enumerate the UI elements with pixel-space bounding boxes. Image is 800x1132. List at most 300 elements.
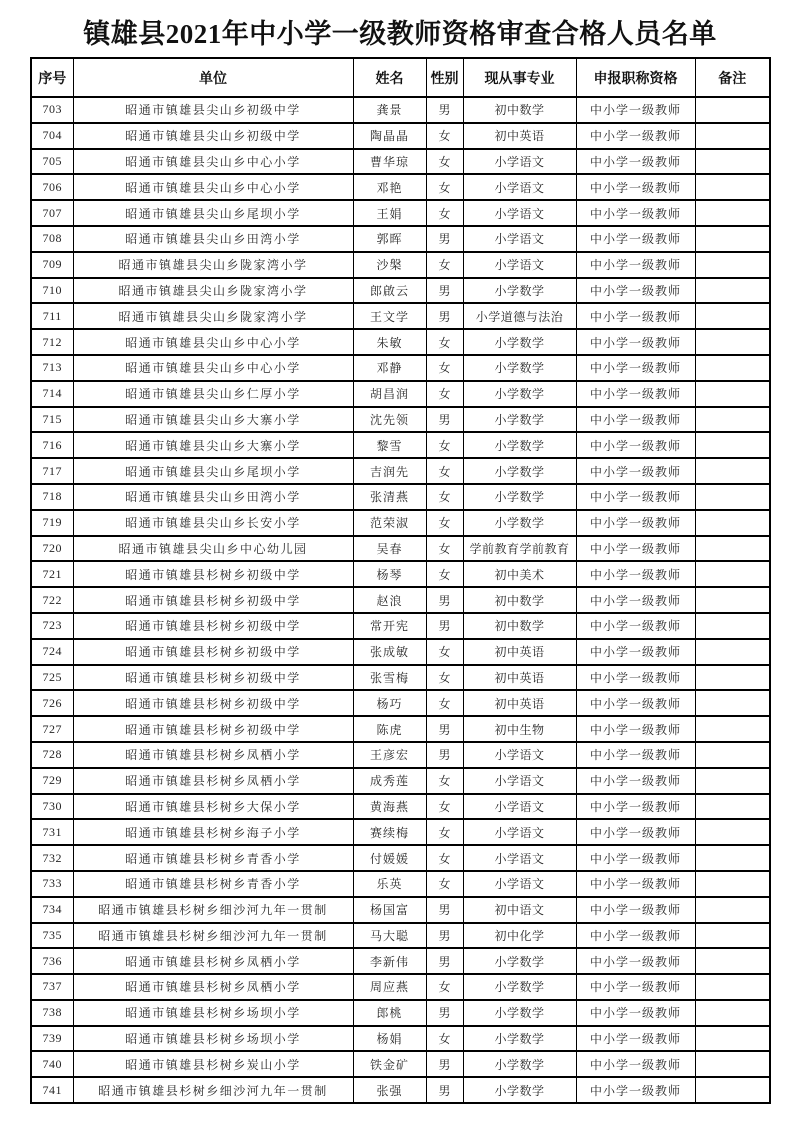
cell-unit: 昭通市镇雄县杉树乡细沙河九年一贯制: [73, 923, 353, 949]
cell-note: [695, 1051, 770, 1077]
cell-seq: 726: [31, 690, 73, 716]
cell-title: 中小学一级教师: [576, 226, 695, 252]
cell-gender: 男: [426, 407, 463, 433]
cell-title: 中小学一级教师: [576, 613, 695, 639]
cell-unit: 昭通市镇雄县尖山乡大寨小学: [73, 407, 353, 433]
table-row: [31, 613, 770, 639]
cell-name: 王娟: [353, 200, 426, 226]
cell-note: [695, 278, 770, 304]
cell-note: [695, 432, 770, 458]
cell-name: 李新伟: [353, 948, 426, 974]
cell-seq: 734: [31, 897, 73, 923]
cell-seq: 740: [31, 1051, 73, 1077]
cell-unit: 昭通市镇雄县杉树乡细沙河九年一贯制: [73, 1077, 353, 1103]
cell-note: [695, 690, 770, 716]
cell-seq: 723: [31, 613, 73, 639]
cell-gender: 女: [426, 974, 463, 1000]
table-row: [31, 897, 770, 923]
cell-unit: 昭通市镇雄县尖山乡初级中学: [73, 97, 353, 123]
table-row: [31, 1051, 770, 1077]
cell-note: [695, 1000, 770, 1026]
table-row: [31, 819, 770, 845]
cell-seq: 711: [31, 303, 73, 329]
cell-unit: 昭通市镇雄县尖山乡初级中学: [73, 123, 353, 149]
cell-name: 杨娟: [353, 1026, 426, 1052]
cell-gender: 女: [426, 484, 463, 510]
cell-major: 小学数学: [463, 948, 576, 974]
cell-name: 陶晶晶: [353, 123, 426, 149]
table-row: [31, 690, 770, 716]
table-row: [31, 510, 770, 536]
cell-title: 中小学一级教师: [576, 690, 695, 716]
cell-note: [695, 510, 770, 536]
cell-seq: 707: [31, 200, 73, 226]
cell-title: 中小学一级教师: [576, 716, 695, 742]
cell-unit: 昭通市镇雄县尖山乡仁厚小学: [73, 381, 353, 407]
cell-major: 小学数学: [463, 355, 576, 381]
cell-unit: 昭通市镇雄县杉树乡细沙河九年一贯制: [73, 897, 353, 923]
table-row: [31, 742, 770, 768]
cell-unit: 昭通市镇雄县杉树乡凤栖小学: [73, 974, 353, 1000]
cell-name: 范荣淑: [353, 510, 426, 536]
table-row: [31, 149, 770, 175]
cell-major: 初中英语: [463, 690, 576, 716]
cell-seq: 716: [31, 432, 73, 458]
cell-name: 乐英: [353, 871, 426, 897]
cell-gender: 女: [426, 355, 463, 381]
cell-gender: 男: [426, 303, 463, 329]
cell-note: [695, 381, 770, 407]
cell-unit: 昭通市镇雄县尖山乡中心小学: [73, 149, 353, 175]
cell-name: 黄海燕: [353, 794, 426, 820]
cell-gender: 女: [426, 845, 463, 871]
cell-seq: 720: [31, 536, 73, 562]
cell-major: 小学数学: [463, 1026, 576, 1052]
cell-title: 中小学一级教师: [576, 200, 695, 226]
cell-seq: 708: [31, 226, 73, 252]
cell-gender: 女: [426, 329, 463, 355]
cell-major: 小学数学: [463, 329, 576, 355]
cell-note: [695, 355, 770, 381]
cell-major: 初中化学: [463, 923, 576, 949]
cell-title: 中小学一级教师: [576, 768, 695, 794]
cell-unit: 昭通市镇雄县杉树乡青香小学: [73, 845, 353, 871]
cell-unit: 昭通市镇雄县尖山乡田湾小学: [73, 484, 353, 510]
cell-note: [695, 561, 770, 587]
table-row: [31, 536, 770, 562]
cell-seq: 724: [31, 639, 73, 665]
cell-gender: 女: [426, 690, 463, 716]
cell-unit: 昭通市镇雄县尖山乡陇家湾小学: [73, 252, 353, 278]
cell-title: 中小学一级教师: [576, 1077, 695, 1103]
table-row: [31, 639, 770, 665]
cell-gender: 女: [426, 639, 463, 665]
table-row: [31, 226, 770, 252]
cell-name: 朱敏: [353, 329, 426, 355]
cell-seq: 706: [31, 174, 73, 200]
column-header-title: 申报职称资格: [576, 58, 695, 97]
table-row: [31, 1026, 770, 1052]
cell-note: [695, 845, 770, 871]
cell-gender: 男: [426, 897, 463, 923]
cell-title: 中小学一级教师: [576, 871, 695, 897]
cell-title: 中小学一级教师: [576, 1051, 695, 1077]
cell-name: 周应燕: [353, 974, 426, 1000]
cell-gender: 女: [426, 561, 463, 587]
column-header-major: 现从事专业: [463, 58, 576, 97]
cell-note: [695, 587, 770, 613]
column-header-name: 姓名: [353, 58, 426, 97]
cell-gender: 男: [426, 278, 463, 304]
cell-unit: 昭通市镇雄县尖山乡中心小学: [73, 329, 353, 355]
cell-name: 黎雪: [353, 432, 426, 458]
cell-gender: 女: [426, 794, 463, 820]
cell-note: [695, 716, 770, 742]
cell-title: 中小学一级教师: [576, 536, 695, 562]
cell-note: [695, 974, 770, 1000]
cell-seq: 729: [31, 768, 73, 794]
cell-seq: 721: [31, 561, 73, 587]
cell-gender: 男: [426, 948, 463, 974]
cell-unit: 昭通市镇雄县尖山乡陇家湾小学: [73, 303, 353, 329]
table-row: [31, 974, 770, 1000]
cell-title: 中小学一级教师: [576, 948, 695, 974]
cell-name: 郎啟云: [353, 278, 426, 304]
cell-note: [695, 923, 770, 949]
cell-name: 沈先领: [353, 407, 426, 433]
cell-seq: 713: [31, 355, 73, 381]
cell-unit: 昭通市镇雄县杉树乡大保小学: [73, 794, 353, 820]
cell-gender: 女: [426, 200, 463, 226]
cell-gender: 女: [426, 149, 463, 175]
cell-seq: 718: [31, 484, 73, 510]
cell-name: 杨巧: [353, 690, 426, 716]
cell-unit: 昭通市镇雄县杉树乡初级中学: [73, 613, 353, 639]
table-row: [31, 97, 770, 123]
cell-note: [695, 871, 770, 897]
cell-name: 成秀莲: [353, 768, 426, 794]
cell-gender: 女: [426, 252, 463, 278]
cell-title: 中小学一级教师: [576, 329, 695, 355]
cell-note: [695, 329, 770, 355]
cell-unit: 昭通市镇雄县杉树乡初级中学: [73, 690, 353, 716]
cell-seq: 727: [31, 716, 73, 742]
cell-title: 中小学一级教师: [576, 742, 695, 768]
table-row: [31, 303, 770, 329]
cell-gender: 男: [426, 1000, 463, 1026]
cell-title: 中小学一级教师: [576, 794, 695, 820]
cell-major: 小学数学: [463, 1051, 576, 1077]
cell-seq: 709: [31, 252, 73, 278]
cell-note: [695, 742, 770, 768]
cell-name: 常开宪: [353, 613, 426, 639]
cell-unit: 昭通市镇雄县尖山乡尾坝小学: [73, 458, 353, 484]
cell-major: 初中数学: [463, 587, 576, 613]
cell-seq: 732: [31, 845, 73, 871]
cell-gender: 男: [426, 742, 463, 768]
cell-major: 初中数学: [463, 613, 576, 639]
cell-title: 中小学一级教师: [576, 1026, 695, 1052]
cell-major: 小学数学: [463, 381, 576, 407]
column-header-note: 备注: [695, 58, 770, 97]
cell-gender: 女: [426, 432, 463, 458]
cell-seq: 717: [31, 458, 73, 484]
cell-note: [695, 484, 770, 510]
cell-seq: 704: [31, 123, 73, 149]
cell-unit: 昭通市镇雄县杉树乡初级中学: [73, 587, 353, 613]
cell-unit: 昭通市镇雄县尖山乡田湾小学: [73, 226, 353, 252]
cell-note: [695, 303, 770, 329]
cell-gender: 男: [426, 923, 463, 949]
cell-major: 小学数学: [463, 432, 576, 458]
cell-unit: 昭通市镇雄县尖山乡尾坝小学: [73, 200, 353, 226]
cell-note: [695, 149, 770, 175]
table-row: [31, 871, 770, 897]
cell-unit: 昭通市镇雄县杉树乡场坝小学: [73, 1026, 353, 1052]
cell-gender: 女: [426, 458, 463, 484]
cell-seq: 739: [31, 1026, 73, 1052]
page-title: 镇雄县2021年中小学一级教师资格审查合格人员名单: [83, 19, 717, 49]
cell-major: 初中美术: [463, 561, 576, 587]
cell-note: [695, 897, 770, 923]
cell-seq: 725: [31, 665, 73, 691]
cell-major: 小学语文: [463, 845, 576, 871]
cell-name: 邓静: [353, 355, 426, 381]
cell-unit: 昭通市镇雄县杉树乡凤栖小学: [73, 742, 353, 768]
cell-name: 曹华琼: [353, 149, 426, 175]
cell-title: 中小学一级教师: [576, 278, 695, 304]
table-row: [31, 381, 770, 407]
cell-major: 小学语文: [463, 252, 576, 278]
cell-gender: 女: [426, 123, 463, 149]
cell-title: 中小学一级教师: [576, 458, 695, 484]
cell-name: 郭晖: [353, 226, 426, 252]
cell-title: 中小学一级教师: [576, 845, 695, 871]
cell-name: 吴春: [353, 536, 426, 562]
cell-unit: 昭通市镇雄县杉树乡初级中学: [73, 665, 353, 691]
cell-seq: 719: [31, 510, 73, 536]
table-row: [31, 1077, 770, 1103]
cell-seq: 722: [31, 587, 73, 613]
cell-major: 初中英语: [463, 639, 576, 665]
cell-major: 小学语文: [463, 794, 576, 820]
cell-seq: 705: [31, 149, 73, 175]
column-header-unit: 单位: [73, 58, 353, 97]
table-row: [31, 252, 770, 278]
cell-seq: 712: [31, 329, 73, 355]
cell-name: 张清燕: [353, 484, 426, 510]
cell-gender: 女: [426, 819, 463, 845]
cell-title: 中小学一级教师: [576, 819, 695, 845]
cell-note: [695, 665, 770, 691]
cell-unit: 昭通市镇雄县尖山乡陇家湾小学: [73, 278, 353, 304]
cell-major: 小学数学: [463, 458, 576, 484]
cell-seq: 736: [31, 948, 73, 974]
cell-title: 中小学一级教师: [576, 484, 695, 510]
cell-title: 中小学一级教师: [576, 381, 695, 407]
cell-title: 中小学一级教师: [576, 432, 695, 458]
cell-seq: 703: [31, 97, 73, 123]
cell-major: 初中语文: [463, 897, 576, 923]
cell-title: 中小学一级教师: [576, 174, 695, 200]
cell-major: 小学语文: [463, 200, 576, 226]
cell-title: 中小学一级教师: [576, 407, 695, 433]
cell-gender: 男: [426, 587, 463, 613]
cell-title: 中小学一级教师: [576, 974, 695, 1000]
cell-unit: 昭通市镇雄县杉树乡炭山小学: [73, 1051, 353, 1077]
table-row: [31, 561, 770, 587]
cell-gender: 男: [426, 97, 463, 123]
cell-note: [695, 536, 770, 562]
cell-name: 王文学: [353, 303, 426, 329]
cell-major: 初中生物: [463, 716, 576, 742]
cell-seq: 730: [31, 794, 73, 820]
cell-unit: 昭通市镇雄县尖山乡长安小学: [73, 510, 353, 536]
cell-name: 张强: [353, 1077, 426, 1103]
cell-unit: 昭通市镇雄县尖山乡大寨小学: [73, 432, 353, 458]
cell-name: 赵浪: [353, 587, 426, 613]
cell-seq: 735: [31, 923, 73, 949]
cell-name: 王彦宏: [353, 742, 426, 768]
table-row: [31, 329, 770, 355]
cell-unit: 昭通市镇雄县杉树乡凤栖小学: [73, 948, 353, 974]
cell-gender: 女: [426, 174, 463, 200]
cell-title: 中小学一级教师: [576, 355, 695, 381]
cell-name: 马大聪: [353, 923, 426, 949]
cell-note: [695, 794, 770, 820]
table-row: [31, 458, 770, 484]
cell-major: 小学数学: [463, 974, 576, 1000]
cell-gender: 男: [426, 226, 463, 252]
cell-seq: 710: [31, 278, 73, 304]
cell-seq: 731: [31, 819, 73, 845]
cell-major: 小学语文: [463, 149, 576, 175]
cell-unit: 昭通市镇雄县杉树乡初级中学: [73, 639, 353, 665]
cell-gender: 女: [426, 381, 463, 407]
cell-note: [695, 639, 770, 665]
cell-note: [695, 768, 770, 794]
cell-gender: 女: [426, 871, 463, 897]
cell-title: 中小学一级教师: [576, 897, 695, 923]
cell-major: 小学数学: [463, 1000, 576, 1026]
table-row: [31, 123, 770, 149]
cell-note: [695, 200, 770, 226]
table-row: [31, 794, 770, 820]
cell-major: 初中英语: [463, 123, 576, 149]
cell-major: 小学语文: [463, 742, 576, 768]
cell-gender: 女: [426, 768, 463, 794]
cell-major: 小学数学: [463, 1077, 576, 1103]
cell-title: 中小学一级教师: [576, 149, 695, 175]
cell-note: [695, 252, 770, 278]
cell-name: 胡昌润: [353, 381, 426, 407]
cell-name: 张雪梅: [353, 665, 426, 691]
cell-major: 小学道德与法治: [463, 303, 576, 329]
cell-name: 铁金矿: [353, 1051, 426, 1077]
cell-note: [695, 174, 770, 200]
cell-title: 中小学一级教师: [576, 923, 695, 949]
cell-name: 沙槃: [353, 252, 426, 278]
table-row: [31, 665, 770, 691]
cell-major: 小学语文: [463, 174, 576, 200]
table-header: [31, 58, 770, 97]
cell-unit: 昭通市镇雄县杉树乡初级中学: [73, 716, 353, 742]
cell-name: 付媛媛: [353, 845, 426, 871]
cell-name: 郎桃: [353, 1000, 426, 1026]
cell-name: 龚景: [353, 97, 426, 123]
cell-unit: 昭通市镇雄县杉树乡初级中学: [73, 561, 353, 587]
cell-name: 张成敏: [353, 639, 426, 665]
cell-gender: 女: [426, 665, 463, 691]
cell-name: 吉润先: [353, 458, 426, 484]
cell-title: 中小学一级教师: [576, 587, 695, 613]
cell-seq: 737: [31, 974, 73, 1000]
table-row: [31, 923, 770, 949]
table-body: [31, 97, 770, 1103]
table-row: [31, 587, 770, 613]
table-row: [31, 484, 770, 510]
cell-note: [695, 458, 770, 484]
table-row: [31, 948, 770, 974]
table-row: [31, 716, 770, 742]
cell-note: [695, 1077, 770, 1103]
table-row: [31, 845, 770, 871]
cell-title: 中小学一级教师: [576, 303, 695, 329]
roster-table: [30, 57, 771, 1104]
table-row: [31, 278, 770, 304]
cell-unit: 昭通市镇雄县尖山乡中心小学: [73, 355, 353, 381]
table-row: [31, 355, 770, 381]
cell-unit: 昭通市镇雄县杉树乡场坝小学: [73, 1000, 353, 1026]
cell-seq: 714: [31, 381, 73, 407]
cell-gender: 男: [426, 716, 463, 742]
cell-seq: 733: [31, 871, 73, 897]
cell-gender: 男: [426, 613, 463, 639]
cell-title: 中小学一级教师: [576, 252, 695, 278]
cell-seq: 715: [31, 407, 73, 433]
cell-seq: 728: [31, 742, 73, 768]
cell-note: [695, 819, 770, 845]
cell-note: [695, 407, 770, 433]
cell-title: 中小学一级教师: [576, 97, 695, 123]
cell-note: [695, 1026, 770, 1052]
cell-gender: 女: [426, 1026, 463, 1052]
cell-gender: 男: [426, 1051, 463, 1077]
cell-major: 小学数学: [463, 407, 576, 433]
cell-seq: 741: [31, 1077, 73, 1103]
cell-name: 杨琴: [353, 561, 426, 587]
cell-note: [695, 123, 770, 149]
cell-name: 杨国富: [353, 897, 426, 923]
cell-name: 赛续梅: [353, 819, 426, 845]
cell-major: 小学语文: [463, 871, 576, 897]
table-row: [31, 407, 770, 433]
cell-seq: 738: [31, 1000, 73, 1026]
cell-title: 中小学一级教师: [576, 561, 695, 587]
cell-gender: 女: [426, 510, 463, 536]
table-row: [31, 432, 770, 458]
cell-major: 小学数学: [463, 278, 576, 304]
cell-title: 中小学一级教师: [576, 1000, 695, 1026]
column-header-seq: 序号: [31, 58, 73, 97]
cell-name: 邓艳: [353, 174, 426, 200]
table-row: [31, 768, 770, 794]
cell-note: [695, 613, 770, 639]
cell-major: 学前教育学前教育: [463, 536, 576, 562]
cell-note: [695, 948, 770, 974]
cell-title: 中小学一级教师: [576, 665, 695, 691]
cell-gender: 女: [426, 536, 463, 562]
